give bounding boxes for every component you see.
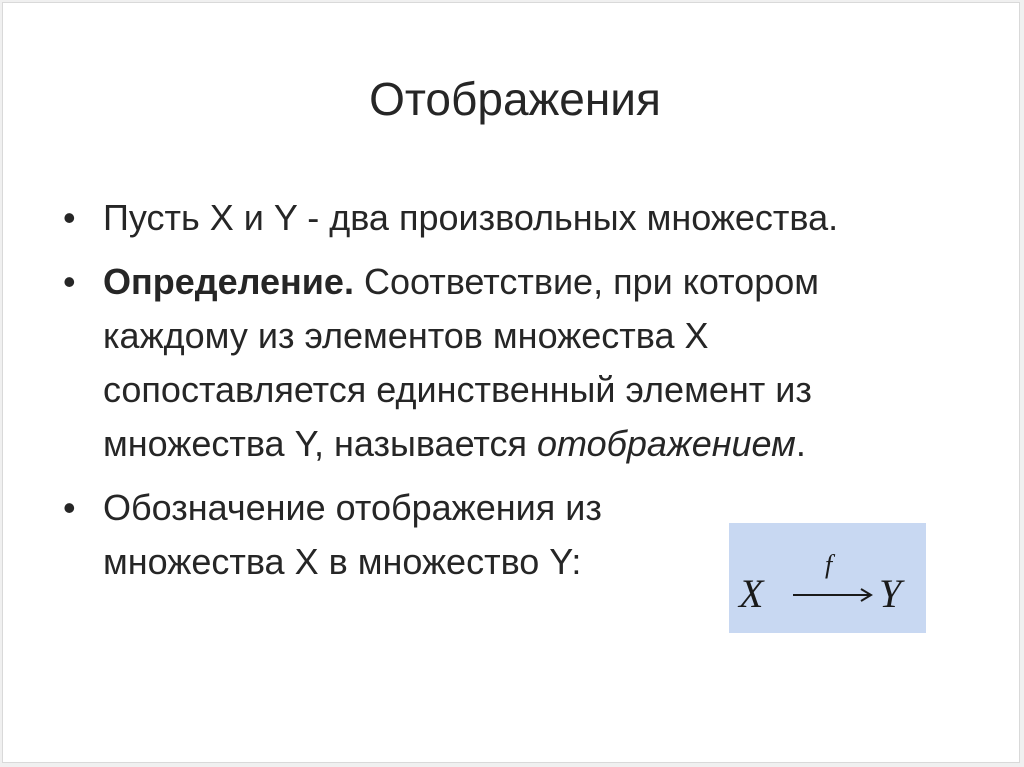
slide-title: Отображения <box>369 73 661 125</box>
bullet-item-definition <box>63 255 963 471</box>
definition-line-4 <box>103 417 963 471</box>
mapping-formula-svg <box>729 523 926 633</box>
definition-line-1 <box>103 255 963 309</box>
definition-line-4-text: множества Y, называется <box>103 423 537 464</box>
bullet-text: Пусть X и Y - два произвольных множества. <box>103 197 839 238</box>
formula-codomain: Y <box>879 571 902 616</box>
notation-line-1: Обозначение отображения из <box>103 487 602 528</box>
bullet-dot: • <box>63 197 76 238</box>
slide <box>2 2 1020 763</box>
definition-text: Соответствие, при котором <box>353 261 819 302</box>
definition-line-2: каждому из элементов множества X <box>103 315 709 356</box>
definition-line-3: сопоставляется единственный элемент из <box>103 369 812 410</box>
bullet-dot: • <box>63 261 76 302</box>
definition-emphasis: отображением <box>537 423 796 464</box>
definition-period: . <box>795 423 806 464</box>
mapping-formula-image <box>729 523 926 633</box>
formula-function: f <box>825 550 833 579</box>
formula-domain: X <box>739 571 764 616</box>
definition-term: Определение. <box>103 261 354 302</box>
bullet-item-sets <box>63 191 963 245</box>
notation-line-2: множества X в множество Y: <box>103 541 582 582</box>
bullet-dot: • <box>63 487 76 528</box>
